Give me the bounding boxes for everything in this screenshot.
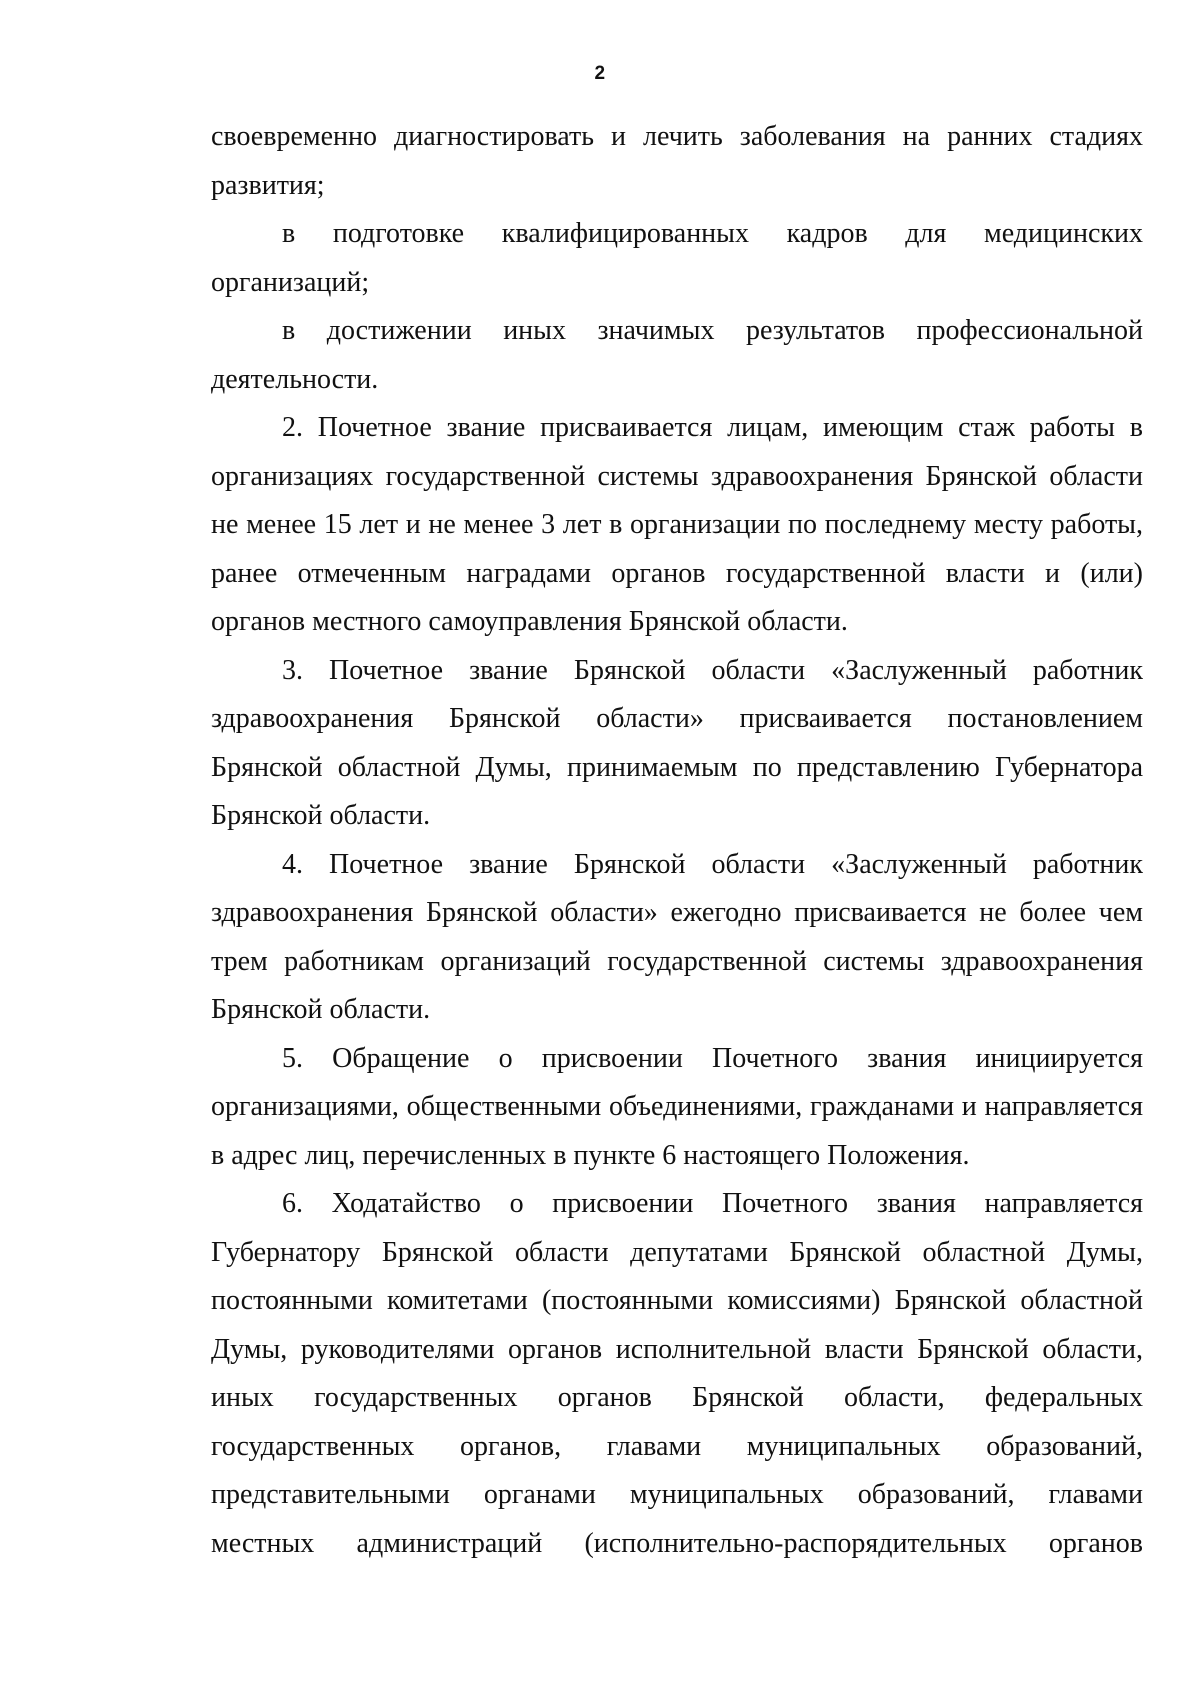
paragraph-item-4: 4. Почетное звание Брянской области «Заслуженный работник здравоохранения Брянской области» ежегодно присваивается не более чем трем работникам организаций государственной системы здравоохранения Брянской области.	[211, 848, 1143, 1025]
paragraph-item-3: 3. Почетное звание Брянской области «Заслуженный работник здравоохранения Брянской области» присваивается постановлением Брянской областной Думы, принимаемым по представлению Губернатора Брянской области.	[211, 654, 1143, 831]
paragraph-other-results: в достижении иных значимых результатов профессиональной деятельности.	[211, 315, 1143, 395]
paragraph-item-5: 5. Обращение о присвоении Почетного звания инициируется организациями, общественными объединениями, гражданами и направляется в адрес лиц, перечисленных в пункте 6 настоящего Положения.	[211, 1042, 1143, 1171]
paragraph-item-6: 6. Ходатайство о присвоении Почетного звания направляется Губернатору Брянской области депутатами Брянской областной Думы, постоянными комитетами (постоянными комиссиями) Брянской областной Думы, руководителями органов исполнительной власти Брянской области, иных государственных органов Брянской области, федеральных государственных органов, главами муниципальных образований, представительными органами муниципальных образований, главами местных администраций (исполнительно-распорядительных органов	[211, 1188, 1143, 1559]
paragraph-item-2: 2. Почетное звание присваивается лицам, имеющим стаж работы в организациях государственной системы здравоохранения Брянской области не менее 15 лет и не менее 3 лет в организации по последнему месту работы, ранее отмеченным наградами органов государственной власти и (или) органов местного самоуправления Брянской области.	[211, 412, 1143, 637]
document-body	[211, 113, 1143, 1568]
paragraph-training-personnel: в подготовке квалифицированных кадров для медицинских организаций;	[211, 218, 1143, 298]
page-number: 2	[594, 63, 606, 84]
paragraph-continuation: своевременно диагностировать и лечить заболевания на ранних стадиях развития;	[211, 121, 1143, 201]
